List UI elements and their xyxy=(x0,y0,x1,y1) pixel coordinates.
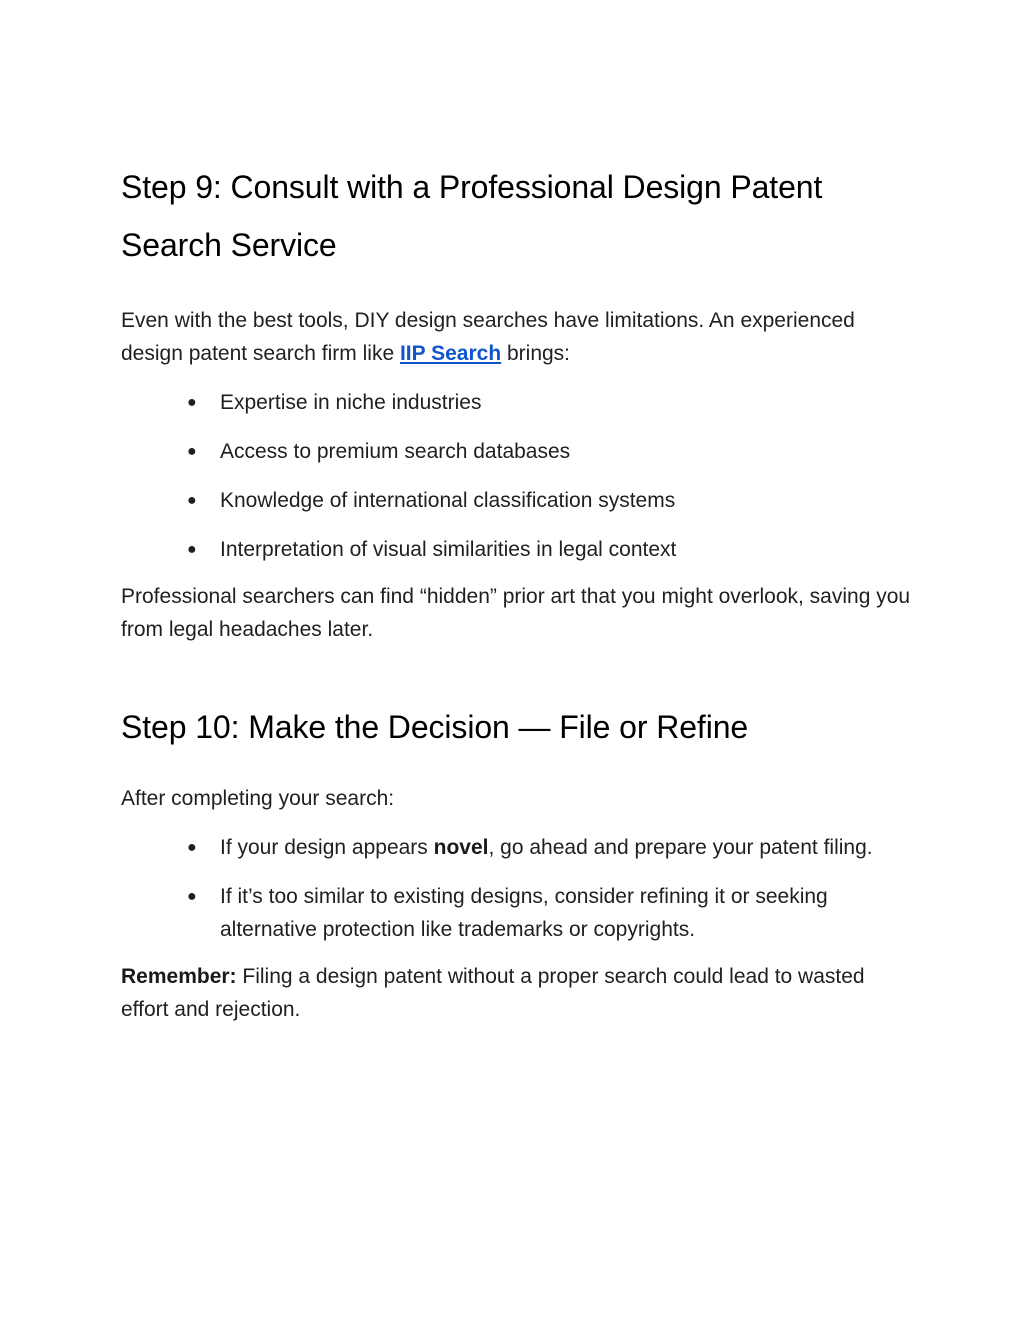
bullet-icon: ● xyxy=(187,492,197,509)
list-item xyxy=(187,831,911,864)
bullet-icon: ● xyxy=(187,443,197,460)
step9-intro-text-end: brings: xyxy=(501,342,571,365)
list-item xyxy=(187,880,911,946)
list-item-text: Knowledge of international classification systems xyxy=(220,489,676,512)
list-item xyxy=(187,386,911,419)
step10-intro: After completing your search: xyxy=(121,787,395,810)
list-item-text: Expertise in niche industries xyxy=(220,391,482,414)
list-item-text: Access to premium search databases xyxy=(220,440,571,463)
remember-note xyxy=(121,960,911,1026)
list-item-text-end: , go ahead and prepare your patent filing. xyxy=(488,836,873,859)
document-content xyxy=(121,158,911,1026)
step9-intro xyxy=(121,304,911,370)
bullet-icon: ● xyxy=(187,888,197,905)
list-item-text: Interpretation of visual similarities in legal context xyxy=(220,538,677,561)
step9-bullet-list xyxy=(121,386,911,566)
remember-text: Filing a design patent without a proper search could lead to wasted effort and rejection. xyxy=(121,965,865,1021)
step10-bullet-list xyxy=(121,831,911,946)
bullet-icon: ● xyxy=(187,839,197,856)
step10-heading: Step 10: Make the Decision — File or Refine xyxy=(121,709,749,745)
step9-closing: Professional searchers can find “hidden” prior art that you might overlook, saving you from legal headaches later. xyxy=(121,585,911,641)
list-item xyxy=(187,435,911,468)
step9-intro-text: Even with the best tools, DIY design searches have limitations. An experienced design patent search firm like xyxy=(121,309,855,365)
list-item-text: If your design appears xyxy=(220,836,434,859)
list-item-text: If it’s too similar to existing designs, consider refining it or seeking alternative protection like trademarks or copyrights. xyxy=(220,885,828,941)
iip-search-link[interactable]: IIP Search xyxy=(399,342,502,365)
bullet-icon: ● xyxy=(187,394,197,411)
remember-label: Remember: xyxy=(121,965,237,988)
list-item xyxy=(187,484,911,517)
novel-emphasis: novel xyxy=(433,836,489,859)
bullet-icon: ● xyxy=(187,541,197,558)
step9-heading: Step 9: Consult with a Professional Design Patent Search Service xyxy=(121,169,823,263)
list-item xyxy=(187,533,911,566)
